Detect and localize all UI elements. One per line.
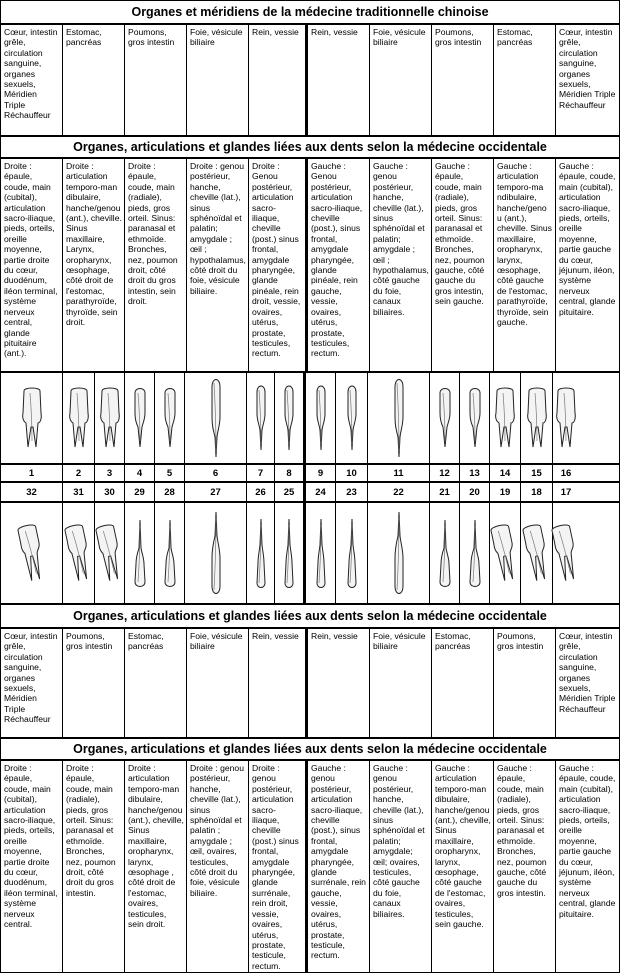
tooth-image [553,373,579,463]
tooth-image [336,503,368,603]
tooth-number: 18 [521,483,553,501]
tooth-number: 5 [155,465,185,481]
lower-teeth [1,503,619,603]
tooth-number: 16 [560,467,572,479]
premolar-tooth-icon [437,387,453,449]
tooth-image [63,503,95,603]
tooth-number: 14 [490,465,521,481]
molar-tooth-icon [14,522,50,584]
tooth-number: 4 [125,465,155,481]
row2-cell-7: Gauche : genou postérieur, hanche, cheville (lat.), sinus sphénoïdal et palatin; amygdale ; œil ; hypothalamus, côté gauche du foie, canaux biliaires. [370,159,432,371]
premolar-tooth-icon [467,518,483,588]
row1-cell-8: Poumons, gros intestin [432,25,494,135]
row4-cell-10: Gauche : épaule, coude, main (cubital), articulation sacro-iliaque, pieds, orteils, oreille moyenne, partie gauche du cœur, jéjunum, iléon, système nerveux central, glande pituitaire. [559,763,616,919]
row3-cell-1: Cœur, intestin grêle, circulation sanguine, organes sexuels, Méridien Triple Réchauffeur [1,629,63,737]
tooth-image [490,503,521,603]
incisor-tooth-icon [254,384,268,452]
tooth-number: 31 [63,483,95,501]
tooth-image [247,373,275,463]
tooth-number: 27 [185,483,247,501]
premolar-tooth-icon [467,387,483,449]
row4-cell-6: Gauche : genou postérieur, articulation sacro-iliaque, cheville (post.), sinus frontal, amygdale pharyngée, glande surrénale, rein gauche, vessie, ovaires, utérus, prostate, testicule, rectum. [308,761,370,972]
row1-cell-4: Foie, vésicule biliaire [187,25,249,135]
premolar-tooth-icon [162,387,178,449]
row4-cell-2: Droite : épaule, coude, main (radiale), pieds, gros orteil. Sinus: paranasal et ethmoïde. Bronches, nez, poumon droit, côté droit du gros intestin. [63,761,125,972]
row1-cell-1: Cœur, intestin grêle, circulation sanguine, organes sexuels, Méridien Triple Réchauffeur [1,25,63,135]
incisor-tooth-icon [314,517,328,589]
tooth-number: 19 [490,483,521,501]
molar-tooth-icon [487,522,523,584]
upper-tooth-numbers [1,463,619,483]
tooth-number: 8 [275,465,306,481]
tooth-number: 20 [460,483,490,501]
row3-cell-3: Estomac, pancréas [125,629,187,737]
row3-cell-5: Rein, vessie [249,629,308,737]
row2-cell-5: Droite : Genou postérieur, articulation sacro-iliaque, cheville (post.) sinus frontal, amygdale pharyngée, glande pinéale, rein droit, vessie, ovaires, utérus, prostate, testicules, rectum. [249,159,308,371]
tooth-number: 9 [306,465,336,481]
tooth-image [185,373,247,463]
molar-tooth-icon [67,387,91,449]
row2-cell-3: Droite : épaule, coude, main (radiale), pieds, gros orteil. Sinus: paranasal et ethmoïde. Bronches, nez, poumon droit, côté droit du gros intestin, sein droit. [125,159,187,371]
row3-cell-6: Rein, vessie [308,629,370,737]
row3-cell-2: Poumons, gros intestin [63,629,125,737]
tooth-number: 2 [63,465,95,481]
tooth-image [430,373,460,463]
tooth-number: 29 [125,483,155,501]
title-western-lower-2: Organes, articulations et glandes liées aux dents selon la médecine occidentale [1,739,619,761]
row2-cell-1: Droite : épaule, coude, main (cubital), articulation sacro-iliaque, pieds, orteils, oreille moyenne, partie droite du cœur, duodénum, iléon terminal, système nerveux central, glande pituitaire (ant.). [1,159,63,371]
row1-cell-9: Estomac, pancréas [494,25,556,135]
molar-tooth-icon [525,387,549,449]
row2-cell-8: Gauche : épaule, coude, main (radiale), pieds, gros orteil. Sinus: paranasal et ethmoïde. Bronches, nez, poumon gauche, côté gauche du gros intestin, sein gauche. [432,159,494,371]
tooth-number: 17 [560,486,572,498]
tooth-number: 22 [368,483,430,501]
upper-teeth [1,373,619,463]
tooth-image [275,373,306,463]
tooth-number: 3 [95,465,125,481]
row1-cell-5: Rein, vessie [249,25,308,135]
row-tcm-lower [1,629,619,739]
row4-cell-3: Droite : articulation temporo-man dibulaire, hanche/genou (ant.), cheville, Sinus maxillaire, oropharynx, larynx, œsophage , côté droit de l'estomac, ovaires, testicules, sein droit. [125,761,187,972]
tooth-image [125,373,155,463]
row4-cell-7: Gauche : genou postérieur, hanche, cheville (lat.), sinus sphénoïdal et palatin; amygdale; œil; ovaires, testicules, côté gauche du foie, canaux biliaires. [370,761,432,972]
tooth-number: 24 [306,483,336,501]
tooth-image [521,373,553,463]
tooth-image [275,503,306,603]
title-western-lower-1: Organes, articulations et glandes liées aux dents selon la médecine occidentale [1,603,619,629]
title-tcm: Organes et méridiens de la médecine traditionnelle chinoise [1,1,619,25]
tooth-image [490,373,521,463]
premolar-tooth-icon [162,518,178,588]
tooth-number: 1 [1,465,63,481]
premolar-tooth-icon [132,387,148,449]
row4-cell-9: Gauche : épaule, coude, main (radiale), pieds, gros orteil. Sinus: paranasal et ethmoïde. Bronches, nez, poumon gauche, côté gauche du gros intestin. [494,761,556,972]
tooth-image [306,503,336,603]
row4-cell-1: Droite : épaule, coude, main (cubital), articulation sacro-iliaque, pieds, orteils, oreille moyenne, partie droite du cœur, duodénum, iléon terminal, système nerveux central. [1,761,63,972]
row1-cell-3: Poumons, gros intestin [125,25,187,135]
tooth-image [1,503,63,603]
row3-cell-9: Poumons, gros intestin [494,629,556,737]
tooth-image [185,503,247,603]
tooth-image [306,373,336,463]
tooth-number: 32 [1,483,63,501]
tooth-image [553,503,579,603]
row2-cell-4: Droite : genou postérieur, hanche, cheville (lat.), sinus sphénoïdal et palatin; amygdale ; œil ; hypothalamus, côté droit du foie, vésicule biliaire. [187,159,249,371]
lower-tooth-numbers [1,483,619,503]
molar-tooth-icon [20,387,44,449]
tooth-number: 21 [430,483,460,501]
tooth-number: 13 [460,465,490,481]
row-tcm-upper [1,25,619,137]
tooth-number: 25 [275,483,306,501]
tooth-image [63,373,95,463]
incisor-tooth-icon [254,517,268,589]
incisor-tooth-icon [314,384,328,452]
molar-tooth-icon [92,522,128,584]
row2-cell-6: Gauche : Genou postérieur, articulation sacro-iliaque, cheville (post.), sinus frontal, amygdale pharyngée, glande pinéale, rein gauche, vessie, ovaires, utérus, prostate, testicules, rectum. [308,159,370,371]
canine-tooth-icon [391,510,407,596]
row2-cell-9: Gauche : articulation temporo-ma ndibulaire, hanche/geno u (ant.), cheville. Sinus maxillaire, oropharynx, larynx, œsophage, côté gauche de l'estomac, parathyroïde, thyroïde, sein gauche. [494,159,556,371]
tooth-image [125,503,155,603]
tooth-image [247,503,275,603]
tooth-number: 7 [247,465,275,481]
title-western-upper: Organes, articulations et glandes liées aux dents selon la médecine occidentale [1,137,619,159]
tooth-image [430,503,460,603]
tooth-image [460,373,490,463]
molar-tooth-icon [493,387,517,449]
tooth-number: 6 [185,465,247,481]
row1-cell-6: Rein, vessie [308,25,370,135]
row1-cell-2: Estomac, pancréas [63,25,125,135]
tooth-number: 15 [521,465,553,481]
canine-tooth-icon [208,377,224,459]
row3-cell-10: Cœur, intestin grêle, circulation sanguine, organes sexuels, Méridien Triple Réchauffeur [559,631,616,714]
tooth-image [521,503,553,603]
tooth-image [1,373,63,463]
molar-tooth-icon [61,522,97,584]
tooth-image [368,503,430,603]
row-western-upper [1,159,619,373]
row3-cell-8: Estomac, pancréas [432,629,494,737]
tooth-number: 11 [368,465,430,481]
row4-cell-4: Droite : genou postérieur, hanche, cheville (lat.), sinus sphénoïdal et palatin ; amygdale ; œil, ovaires, testicules, côté droit du foie, vésicule biliaire. [187,761,249,972]
row2-cell-2: Droite : articulation temporo-man dibulaire, hanche/genou (ant.), cheville. Sinus maxillaire, Larynx, oropharynx, œsophage, côté droit de l'estomac, parathyroïde, thyroïde, sein droit. [63,159,125,371]
tooth-number: 10 [336,465,368,481]
row3-cell-7: Foie, vésicule biliaire [370,629,432,737]
incisor-tooth-icon [345,517,359,589]
row3-cell-4: Foie, vésicule biliaire [187,629,249,737]
tooth-image [155,373,185,463]
row4-cell-5: Droite : genou postérieur, articulation sacro-iliaque, cheville (post.) sinus frontal, amygdale pharyngée, glande surrénale, rein droit, vessie, ovaires, utérus, prostate, testicule, rectum. [249,761,308,972]
tooth-number: 12 [430,465,460,481]
row4-cell-8: Gauche : articulation temporo-man dibulaire, hanche/genou (ant.), cheville, Sinus maxillaire, oropharynx, larynx, œsophage, côté gauche de l'estomac, ovaires, testicules, sein gauche. [432,761,494,972]
molar-tooth-icon [554,387,578,449]
premolar-tooth-icon [437,518,453,588]
incisor-tooth-icon [282,384,296,452]
tooth-image [336,373,368,463]
tooth-image [95,373,125,463]
incisor-tooth-icon [282,517,296,589]
row-western-lower [1,761,619,972]
tooth-image [95,503,125,603]
molar-tooth-icon [98,387,122,449]
tooth-image [368,373,430,463]
tooth-number: 30 [95,483,125,501]
row2-cell-10: Gauche : épaule, coude, main (cubital), articulation sacro-iliaque, pieds, orteils, oreille moyenne, partie gauche du cœur, jéjunum, iléon, système nerveux central, glande pituitaire. [559,161,616,317]
canine-tooth-icon [208,510,224,596]
row1-cell-10: Cœur, intestin grêle, circulation sanguine, organes sexuels, Méridien Triple Réchauffeur [559,27,616,110]
tooth-image [460,503,490,603]
incisor-tooth-icon [345,384,359,452]
tooth-image [155,503,185,603]
tooth-number: 28 [155,483,185,501]
row1-cell-7: Foie, vésicule biliaire [370,25,432,135]
tooth-number: 26 [247,483,275,501]
canine-tooth-icon [391,377,407,459]
premolar-tooth-icon [132,518,148,588]
tooth-number: 23 [336,483,368,501]
